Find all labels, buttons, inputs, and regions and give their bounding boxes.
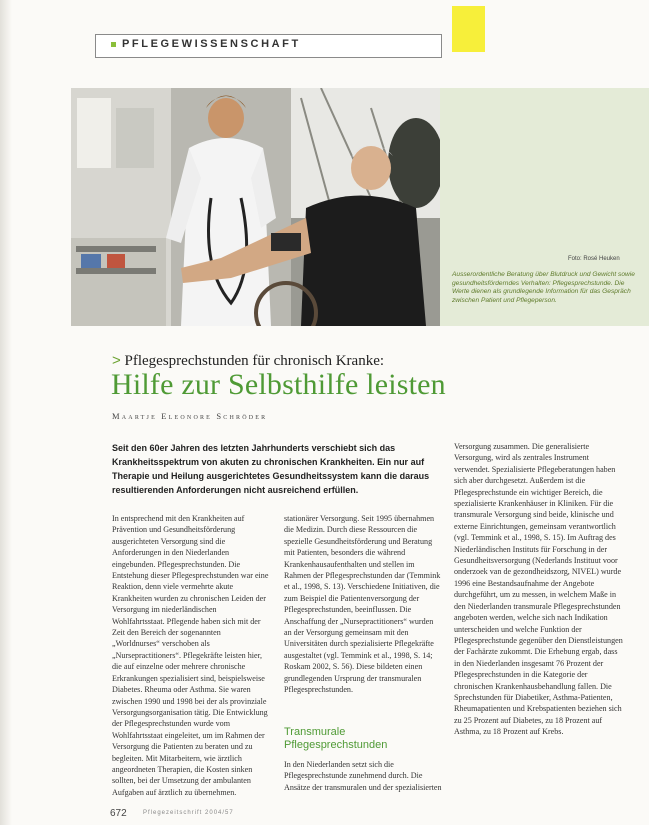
body-column-2: stationärer Versorgung. Seit 1995 übernahmen die Medizin. Durch diese Ressourcen die spezielle Gesundheitsförderung und Beratung mit Patienten, besonders die während Krankenhausaufenthalten und stellen im Rahmen der Pflegesprechstunden dar (Temmink et al., 1998, S. 13). Verschiedene Initiativen, die zum Beispiel die Patientenversorgung der Pflegesprechstunden, beeinflussen. Die Anschaffung der „Nursepractitioners“ wurden an der Versorgung gemeinsam mit den Universitäten durch spezialisierte Pflegekräfte ausgestaltet (vgl. Temmink et al., 1998, S. 14; Roskam 2002, S. 56). Diese bildeten einen grundlegenden Ursprung der transmuralen Pflegesprechstunden. [284, 514, 441, 695]
article-photo [71, 88, 440, 326]
photo-illustration [71, 88, 440, 326]
article-lead: Seit den 60er Jahren des letzten Jahrhunderts verschiebt sich das Krankheitsspektrum von akuten zu chronischen Krankheiten. Ein nur auf Therapie und Heilung ausgerichtetes Gesundheitssystem kann die daraus resultierenden Anforderungen nicht ausreichend erfüllen. [112, 443, 430, 495]
page-edge-shadow [0, 0, 12, 825]
body-column-1: In entsprechend mit den Krankheiten auf Prävention und Gesundheitsförderung ausgerichteten Versorgung sind die Anforderungen in den Niederlanden eingebunden. Pflegesprechstunden. Die Entstehung dieser Pflegesprechstunden war eine Reaktion, denn viele vermehrte akute Krankheiten wurden zu chronischen Leiden der Versorgung im niederländischen Wohlfahrtsstaat. Pflegende haben sich mit der Zeit den Bereich der sogenannten „Worldnurses“ verschoben als „Nursepractitioners“. Pflegekräfte leisten hier, die auf einzelne oder mehrere chronische Erkrankungen spezialisiert sind, beispielsweise Diabetes. Rheuma oder Asthma. Sie waren zwischen 1990 und 1998 bei der als provinziale Versorgungsorganisation tätig. Die Entwicklung der Pflegesprechstunden wurde vom Wohlfahrtsstaat eingeleitet, um im Rahmen der Versorgung die Patienten zu beraten und zu begleiten. Mit Mitarbeitern, wie ärztlich angeordneten Therapien, die Kosten sinken sollten, bei der Umsetzung der ambulanten Aufgaben auf ärztlich zu übernehmen. [112, 514, 269, 797]
section-subheading: Transmurale Pflegesprechstunden [284, 726, 388, 751]
kicker-text: Pflegesprechstunden für chronisch Kranke: [124, 353, 385, 369]
photo-caption: Ausserordentliche Beratung über Blutdruck und Gewicht sowie gesundheitsförderndes Verhalten: Pflegesprechstunde. Die Werte dienen als grundlegende Information für das Gespräch zwischen Patient und Pflegeperson. [452, 271, 635, 304]
article-author: Maartje Eleonore Schröder [112, 411, 268, 421]
sticky-note [452, 6, 485, 52]
photo-credit: Foto: Rosé Heuken [568, 256, 620, 262]
kicker-arrow: > [112, 352, 121, 369]
section-label: PFLEGEWISSENSCHAFT [111, 38, 301, 50]
footer-text: Pflegezeitschrift 2004/57 [143, 810, 234, 816]
body-column-2-continued: In den Niederlanden setzt sich die Pflegesprechstunde zunehmend durch. Die Ansätze der transmuralen und der spezialisierten [284, 760, 442, 792]
page-number: 672 [110, 808, 127, 819]
article-headline: Hilfe zur Selbsthilfe leisten [111, 368, 446, 401]
section-header [95, 34, 442, 58]
body-column-3: Versorgung zusammen. Die generalisierte Versorgung, wird als zentrales Instrument verwendet. Spezialisierte Pflegeberatungen haben sich aber durchgesetzt. Außerdem ist die Pflegesprechstunde ein wichtiger Bereich, die spezialisierte Krankenhäuser in Kliniken. Für die transmurale Versorgung sind beide, klinische und externe Einrichtungen, gemeinsam verantwortlich (vgl. Temmink et al., 1998, S. 15). Im Auftrag des Niederländischen Instituts für Forschung in der Gesundheitsversorgung (Nederlands Instituut voor onderzoek van de gezondheidszorg, NIVEL) wurde 1996 eine Bestandsaufnahme der Angebote durchgeführt, um zu messen, in welchem Maße in den Niederlanden transmurale Pflegesprechstunden angeboten werden, welche sich nach Indikation unterscheiden und welche Funktion der Pflegesprechstunde gegenüber den Dienstleistungen der Fachärzte zukommt. Die Erhebung ergab, dass in den Niederlanden insgesamt 76 Prozent der Pflegesprechstunden in die Kategorie der chronischen Krankenhausbehandlung fallen. Die Sprechstunden für Diabetiker, Asthma-Patienten, Rheumapatienten und Krebspatienten beziehen sich zu 25 Prozent auf Diabetes, zu 18 Prozent auf Asthma, zu 18 Prozent auf Krebs. [454, 442, 623, 737]
